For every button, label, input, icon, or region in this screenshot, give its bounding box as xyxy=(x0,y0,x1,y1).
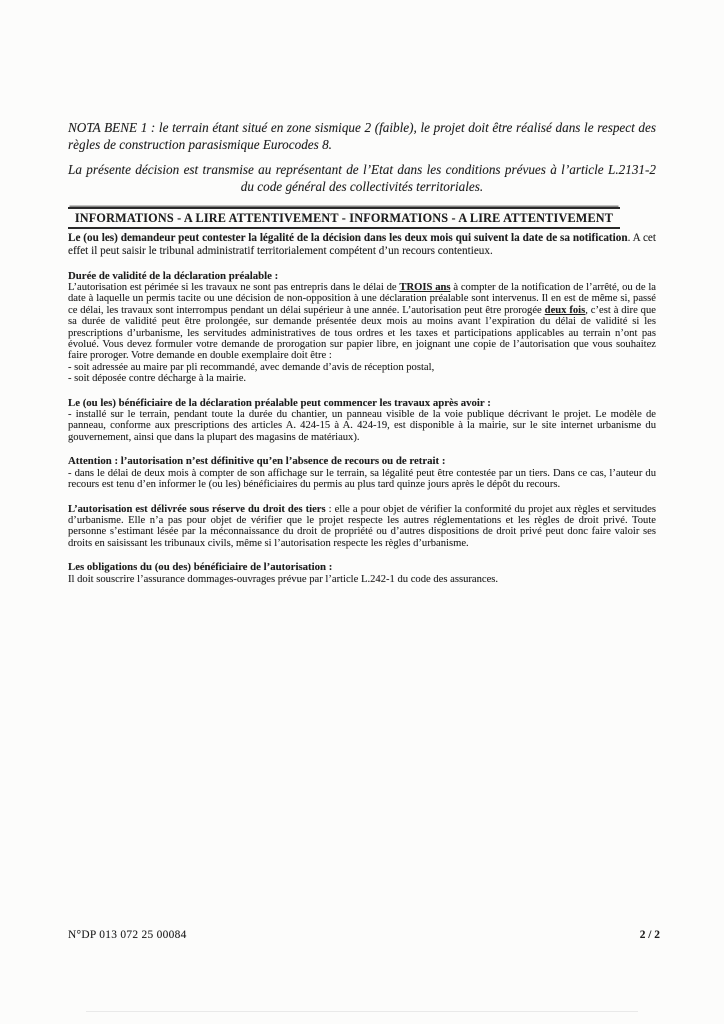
scan-artifact-line xyxy=(86,1011,638,1012)
section-commencer-travaux xyxy=(68,398,656,444)
section-obligations-body: Il doit souscrire l’assurance dommages-ouvrages prévue par l’article L.242-1 du code des assurances. xyxy=(68,573,499,585)
droit-tiers-rest: : elle a pour objet de vérifier la conformité du projet aux règles et servitudes d’urbanisme. Elle n’a pas pour objet de vérifier que le projet respecte les autres réglementations et les règles de droit privé. Toute personne s’estimant lésée par la méconnaissance du droit de propriété ou d’autres dispositions de droit privé peut donc faire valoir ses droits en saisissant les tribunaux civils, même si l’autorisation respecte les règles d’urbanisme. xyxy=(68,503,656,549)
page-number: 2 / 2 xyxy=(639,929,660,941)
validite-text-a: L’autorisation est périmée si les travaux ne sont pas entrepris dans le délai de xyxy=(68,282,400,293)
contest-bold-lead: Le (ou les) demandeur peut contester la légalité de la décision dans les deux mois qui suivent la date de sa notification xyxy=(68,232,628,244)
page-footer xyxy=(68,929,660,941)
section-attention-recours xyxy=(68,456,656,490)
section-droit-des-tiers xyxy=(68,504,656,550)
nota-bene-notice: NOTA BENE 1 : le terrain étant situé en zone sismique 2 (faible), le projet doit être réalisé dans le respect des règles de construction parasismique Eurocodes 8. xyxy=(68,120,656,152)
section-obligations-title: Les obligations du (ou des) bénéficiaire de l’autorisation : xyxy=(68,561,333,574)
dossier-reference: N°DP 013 072 25 00084 xyxy=(68,929,187,941)
validite-text-b: à compter de la notification de l’arrêté, ou de la date à laquelle un permis tacite ou une décision de non-opposition à une déclaration préalable sont intervenus. Il en est de même si, passé ce délai, les travaux sont interrompus pendant un délai supérieur à une année. L’autorisation peut être prorogée xyxy=(68,282,657,316)
section-validite xyxy=(68,271,656,385)
section-commencer-title: Le (ou les) bénéficiaire de la déclaration préalable peut commencer les travaux après avoir : xyxy=(68,396,491,409)
transmission-notice: La présente décision est transmise au représentant de l’Etat dans les conditions prévues à l’article L.2131-2 du code général des collectivités territoriales. xyxy=(68,162,656,194)
section-commencer-body: - installé sur le terrain, pendant toute la durée du chantier, un panneau visible de la voie publique décrivant le projet. Le modèle de panneau, conforme aux prescriptions des articles A. 424-15 à A. 424-19, est disponible à la mairie, sur le site internet urbanisme du gouvernement, ainsi que dans la plupart des magasins de matériaux). xyxy=(68,409,656,443)
section-obligations xyxy=(68,562,656,585)
contest-rest: . A cet effet il peut saisir le tribunal administratif territorialement compétent d’un recours contentieux. xyxy=(68,232,656,257)
document-content xyxy=(68,119,656,585)
validite-trois-ans-emphasis: TROIS ans xyxy=(399,282,451,293)
section-validite-title: Durée de validité de la déclaration préalable : xyxy=(68,269,279,282)
validite-text-c: , c’est à dire que sa durée de validité peut être prolongée, sur demande présentée deux mois au moins avant l’expiration du délai de validité si les prescriptions d’urbanisme, les servitudes administratives de tous ordres et les taxes et participations applicables au terrain n’ont pas évolué. Vous devez formuler votre demande de prorogation sur papier libre, en joignant une copie de l’autorisation que vous souhaitez faire proroger. Votre demande en double exemplaire doit être : xyxy=(68,304,656,362)
section-attention-title: Attention : l’autorisation n’est définitive qu’en l’absence de recours ou de retrait : xyxy=(68,455,446,468)
section-attention-body: - dans le délai de deux mois à compter de son affichage sur le terrain, sa légalité peut être contestée par un tiers. Dans ce cas, l’auteur du recours est tenu d’en informer le (ou les) bénéficiaires du permis au plus tard quinze jours après le dépôt du recours. xyxy=(68,467,656,491)
section-validite-body xyxy=(68,282,656,362)
droit-tiers-bold-lead: L’autorisation est délivrée sous réserve du droit des tiers xyxy=(68,503,326,515)
validite-deux-fois-emphasis: deux fois xyxy=(544,304,586,316)
droit-tiers-paragraph xyxy=(68,504,656,550)
info-banner-title: INFORMATIONS - A LIRE ATTENTIVEMENT - INFORMATIONS - A LIRE ATTENTIVEMENT xyxy=(74,211,614,225)
contest-paragraph xyxy=(68,232,656,258)
validite-bullet-recommande: - soit adressée au maire par pli recommandé, avec demande d’avis de réception postal, xyxy=(68,361,435,373)
validite-bullet-mairie: - soit déposée contre décharge à la mairie. xyxy=(68,373,247,385)
info-banner xyxy=(68,207,620,229)
